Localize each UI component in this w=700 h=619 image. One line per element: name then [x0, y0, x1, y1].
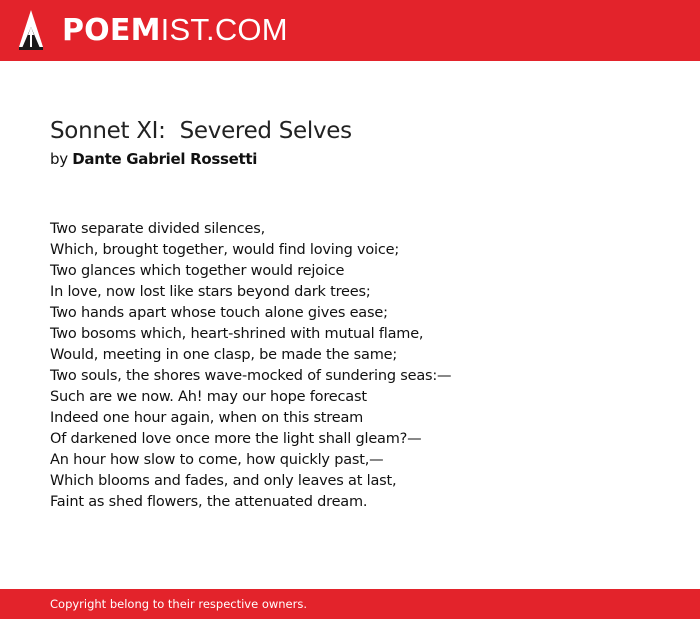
- poem-line: Two glances which together would rejoice: [50, 263, 345, 279]
- poem-line: Two souls, the shores wave-mocked of sundering seas:—: [50, 368, 452, 384]
- poem-line: Which, brought together, would find loving voice;: [50, 242, 400, 258]
- poem-line: Indeed one hour again, when on this stream: [50, 410, 364, 426]
- poem-title: Sonnet XI: Severed Selves: [50, 118, 352, 144]
- poem-line: Which blooms and fades, and only leaves at last,: [50, 473, 397, 489]
- logo-bold-text: POEM: [62, 13, 161, 48]
- site-footer: [0, 589, 700, 619]
- poem-line: In love, now lost like stars beyond dark trees;: [50, 284, 371, 300]
- copyright-text: Copyright belong to their respective owners.: [50, 597, 308, 611]
- poem-line: Two bosoms which, heart-shrined with mutual flame,: [50, 326, 424, 342]
- poem-line: An hour how slow to come, how quickly past,—: [50, 452, 384, 468]
- poem-line: Of darkened love once more the light shall gleam?—: [50, 431, 422, 447]
- poem-body: [50, 219, 451, 513]
- byline: [50, 149, 257, 169]
- pen-nib-icon: [18, 9, 44, 51]
- author-name: Dante Gabriel Rossetti: [72, 150, 258, 168]
- site-header: [0, 0, 700, 61]
- poem-line: Faint as shed flowers, the attenuated dream.: [50, 494, 368, 510]
- poem-line: Two separate divided silences,: [50, 221, 265, 237]
- logo-light-text: IST.COM: [160, 12, 288, 47]
- poem-line: Such are we now. Ah! may our hope forecast: [50, 389, 367, 405]
- poem-line: Two hands apart whose touch alone gives ease;: [50, 305, 388, 321]
- poem-line: Would, meeting in one clasp, be made the same;: [50, 347, 398, 363]
- site-logo[interactable]: [62, 12, 288, 48]
- by-label: by: [50, 150, 68, 168]
